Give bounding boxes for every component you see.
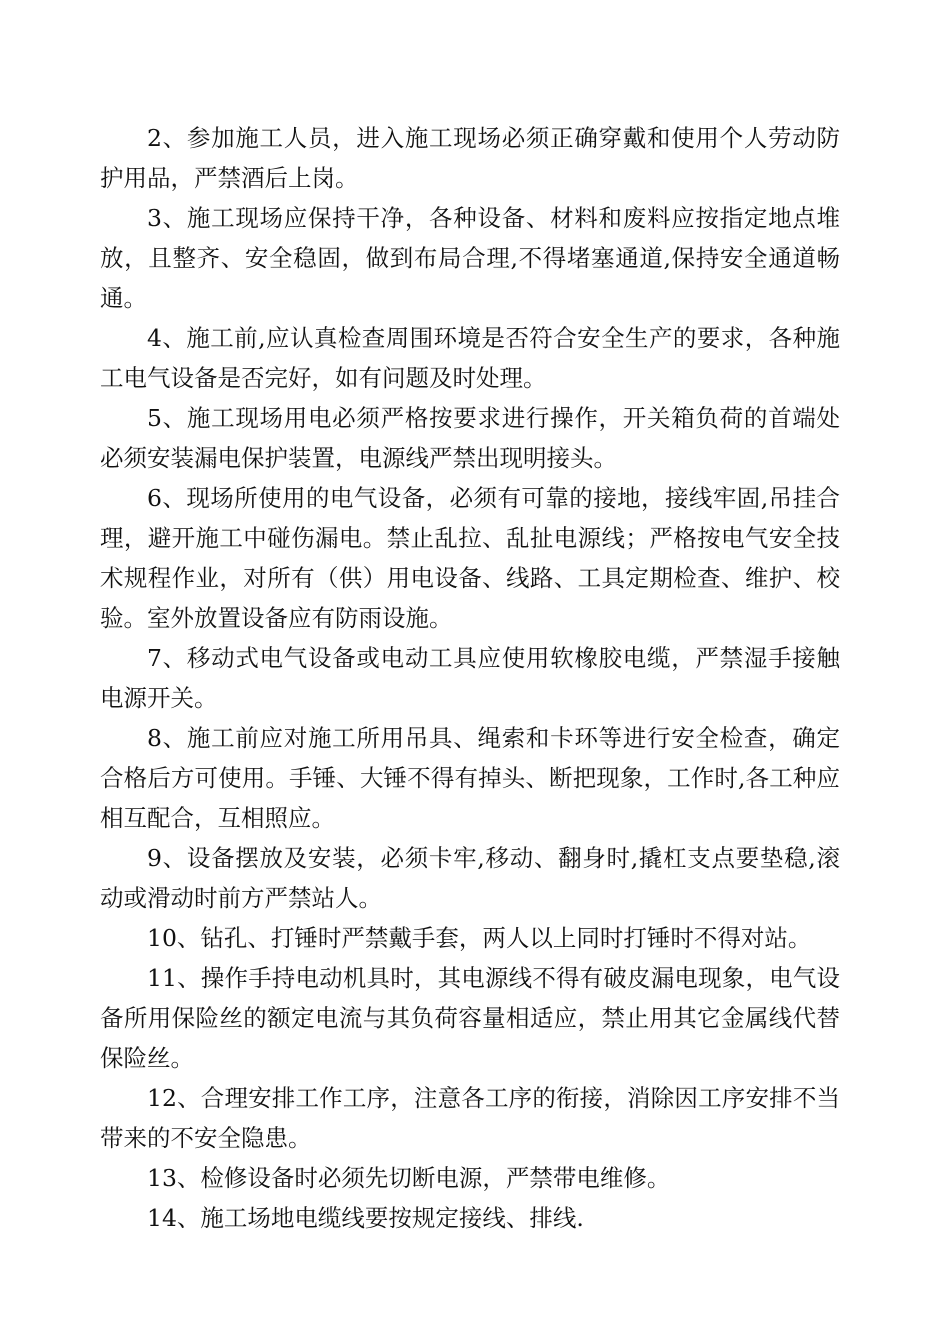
- paragraph-12: 12、合理安排工作工序，注意各工序的衔接，消除因工序安排不当带来的不安全隐患。: [100, 1084, 840, 1152]
- paragraph-5: 5、施工现场用电必须严格按要求进行操作，开关箱负荷的首端处必须安装漏电保护装置，电源线严禁出现明接头。: [100, 404, 840, 472]
- document-body: [100, 118, 840, 1238]
- paragraph-13: 13、检修设备时必须先切断电源，严禁带电维修。: [147, 1164, 671, 1192]
- paragraph-8: 8、施工前应对施工所用吊具、绳索和卡环等进行安全检查，确定合格后方可使用。手锤、大锤不得有掉头、断把现象，工作时,各工种应相互配合，互相照应。: [100, 724, 840, 832]
- paragraph-14: 14、施工场地电缆线要按规定接线、排线.: [147, 1204, 584, 1232]
- paragraph-6: 6、现场所使用的电气设备，必须有可靠的接地，接线牢固,吊挂合理，避开施工中碰伤漏电。禁止乱拉、乱扯电源线；严格按电气安全技术规程作业，对所有（供）用电设备、线路、工具定期检查、维护、校验。室外放置设备应有防雨设施。: [100, 484, 840, 632]
- paragraph-3: 3、施工现场应保持干净，各种设备、材料和废料应按指定地点堆放，且整齐、安全稳固，做到布局合理,不得堵塞通道,保持安全通道畅通。: [100, 204, 840, 312]
- paragraph-2: 2、参加施工人员，进入施工现场必须正确穿戴和使用个人劳动防护用品，严禁酒后上岗。: [100, 124, 840, 192]
- paragraph-11: 11、操作手持电动机具时，其电源线不得有破皮漏电现象，电气设备所用保险丝的额定电流与其负荷容量相适应，禁止用其它金属线代替保险丝。: [100, 964, 840, 1072]
- paragraph-9: 9、设备摆放及安装，必须卡牢,移动、翻身时,撬杠支点要垫稳,滚动或滑动时前方严禁站人。: [100, 844, 840, 912]
- paragraph-4: 4、施工前,应认真检查周围环境是否符合安全生产的要求，各种施工电气设备是否完好，如有问题及时处理。: [100, 324, 840, 392]
- paragraph-7: 7、移动式电气设备或电动工具应使用软橡胶电缆，严禁湿手接触电源开关。: [100, 644, 840, 712]
- paragraph-10: 10、钻孔、打锤时严禁戴手套，两人以上同时打锤时不得对站。: [147, 924, 812, 952]
